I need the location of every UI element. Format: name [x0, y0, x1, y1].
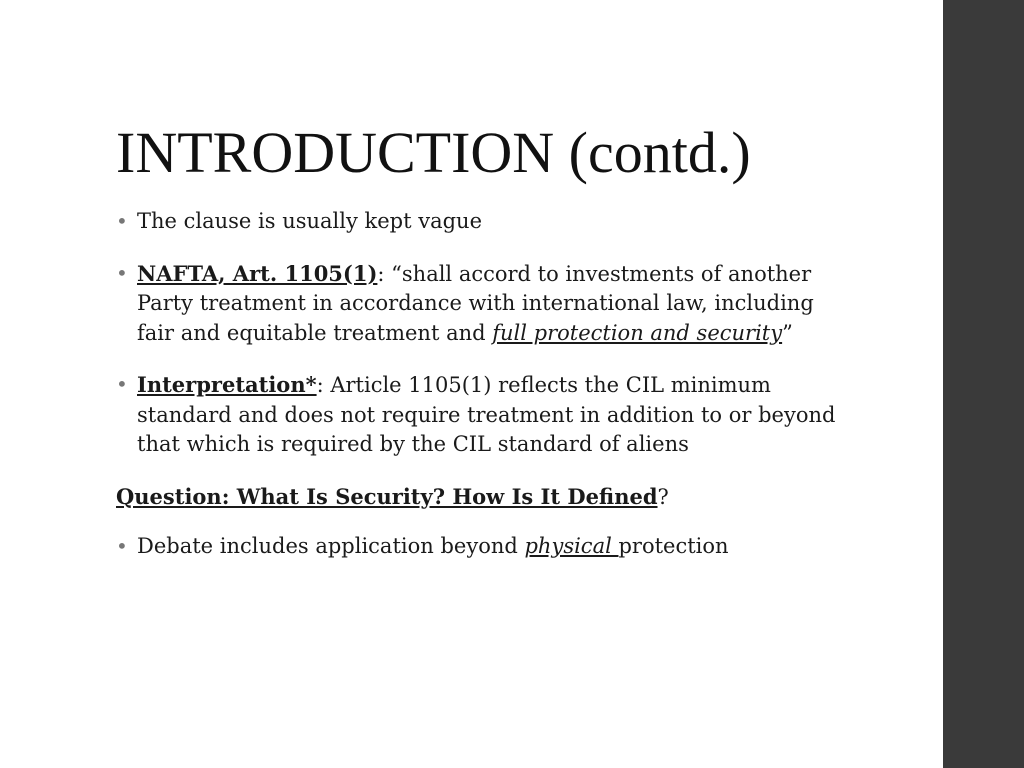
question-heading: Question: What Is Security? How Is It Defined	[116, 483, 658, 509]
bullet-text: Debate includes application beyond	[137, 534, 525, 558]
bullet-item-2	[116, 259, 836, 349]
nafta-reference: NAFTA, Art. 1105(1)	[137, 260, 378, 286]
question-mark: ?	[657, 484, 669, 509]
question-line	[116, 482, 836, 513]
bullet-marker: •	[116, 534, 128, 558]
bullet-text: : Article 1105(1) reflects the CIL minimum standard and does not require treatment in addition to or beyond that which is required by the CIL standard of aliens	[137, 373, 836, 456]
bullet-marker: •	[116, 372, 128, 396]
emphasis-word: physical	[524, 534, 619, 558]
slide-body	[116, 207, 836, 584]
slide-title: INTRODUCTION (contd.)	[116, 120, 751, 185]
bullet-marker: •	[116, 260, 128, 285]
side-bar	[943, 0, 1024, 768]
bullet-item-4	[116, 532, 836, 562]
bullet-text-end: ”	[782, 320, 793, 345]
bullet-item-1	[116, 207, 836, 237]
bullet-item-3	[116, 370, 836, 460]
bullet-text: : “shall accord to investments of another Party treatment in accordance with international law, including fair and equitable treatment and	[137, 261, 814, 345]
bullet-text: The clause is usually kept vague	[137, 209, 483, 233]
bullet-marker: •	[116, 209, 128, 233]
emphasis-phrase: full protection and security	[492, 320, 783, 345]
bullet-text-end: protection	[618, 534, 729, 558]
interpretation-heading: Interpretation*	[137, 372, 317, 397]
